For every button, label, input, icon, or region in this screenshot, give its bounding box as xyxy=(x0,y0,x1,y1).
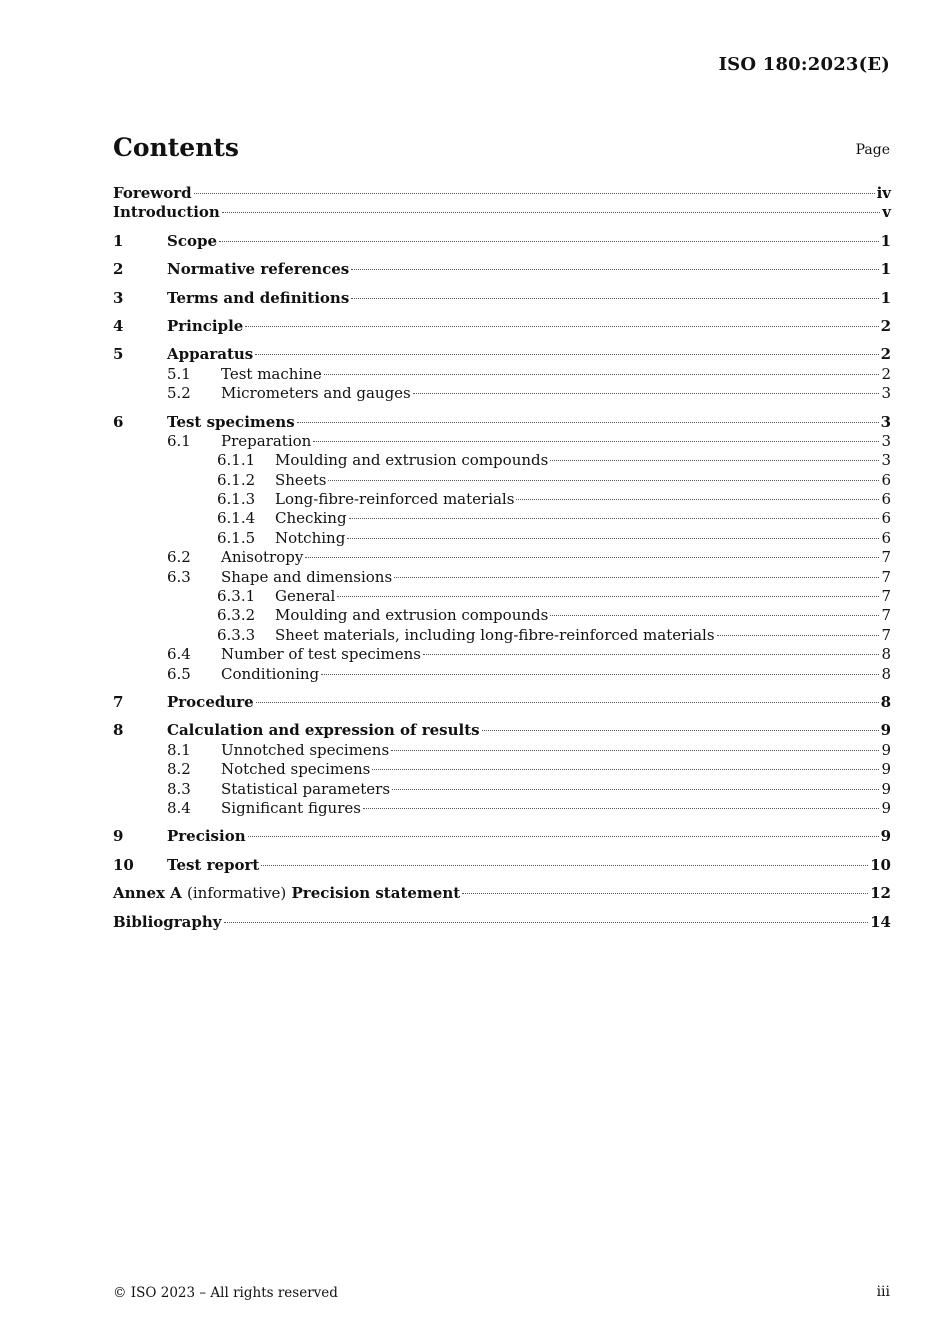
toc-entry-page: 10 xyxy=(870,855,891,874)
annex-type: (informative) xyxy=(187,884,287,903)
toc-entry[interactable] xyxy=(113,884,891,903)
toc-entry-number: 8 xyxy=(113,721,124,740)
toc-entry-page: 9 xyxy=(880,721,891,740)
toc-entry-page: 3 xyxy=(881,384,891,403)
toc-entry-page: 9 xyxy=(881,798,891,817)
toc-entry[interactable] xyxy=(113,490,891,509)
dot-leader xyxy=(717,635,880,636)
table-of-contents xyxy=(113,184,891,932)
toc-entry-label: Statistical parameters xyxy=(221,779,391,798)
toc-entry[interactable] xyxy=(113,384,891,403)
toc-entry-label: Notching xyxy=(275,528,346,547)
copyright-notice: © ISO 2023 – All rights reserved xyxy=(113,1285,338,1301)
dot-leader xyxy=(245,326,878,327)
toc-entry-page: 3 xyxy=(881,431,891,450)
toc-entry-label: Normative references xyxy=(167,260,350,279)
toc-entry-number: 6 xyxy=(113,412,124,431)
toc-entry-page: 9 xyxy=(881,740,891,759)
toc-entry-label: Sheet materials, including long-fibre-reinforced materials xyxy=(275,625,715,644)
dot-leader xyxy=(516,499,879,500)
toc-entry[interactable] xyxy=(113,626,891,645)
dot-leader xyxy=(351,269,878,270)
toc-entry-label: Long-fibre-reinforced materials xyxy=(275,490,515,509)
toc-entry-page: 12 xyxy=(870,884,891,903)
toc-entry-label: Checking xyxy=(275,509,347,528)
toc-entry-number: 4 xyxy=(113,316,124,335)
toc-entry[interactable] xyxy=(113,203,891,222)
toc-entry-number: 1 xyxy=(113,231,124,250)
toc-entry-page: 14 xyxy=(870,912,891,931)
dot-leader xyxy=(297,422,879,423)
toc-entry-number: 6.2 xyxy=(167,548,191,567)
toc-entry[interactable] xyxy=(113,471,891,490)
toc-entry-page: 6 xyxy=(881,509,891,528)
toc-entry-label: Unnotched specimens xyxy=(221,740,390,759)
toc-entry[interactable] xyxy=(113,856,891,875)
dot-leader xyxy=(394,577,879,578)
toc-entry-number: 6.1.2 xyxy=(217,470,256,489)
toc-entry-number: 6.1 xyxy=(167,431,191,450)
toc-entry-label: Procedure xyxy=(167,692,254,711)
toc-entry-page: 9 xyxy=(881,760,891,779)
dot-leader xyxy=(351,298,878,299)
dot-leader xyxy=(324,374,880,375)
toc-entry[interactable] xyxy=(113,645,891,664)
toc-entry-page: 7 xyxy=(881,548,891,567)
toc-entry[interactable] xyxy=(113,741,891,760)
toc-entry[interactable] xyxy=(113,432,891,451)
toc-entry[interactable] xyxy=(113,780,891,799)
toc-entry-page: 1 xyxy=(880,288,891,307)
toc-entry-label: Test report xyxy=(167,855,260,874)
toc-entry-number: 10 xyxy=(113,855,134,874)
toc-entry-page: 7 xyxy=(881,567,891,586)
toc-entry-page: 7 xyxy=(881,606,891,625)
toc-entry-number: 8.3 xyxy=(167,779,191,798)
toc-entry-number: 6.1.5 xyxy=(217,528,256,547)
toc-entry-label: Terms and definitions xyxy=(167,288,350,307)
toc-entry-page: v xyxy=(882,203,891,222)
toc-entry-label: Moulding and extrusion compounds xyxy=(275,451,549,470)
toc-entry-label: Principle xyxy=(167,316,244,335)
toc-entry[interactable] xyxy=(113,317,891,336)
dot-leader xyxy=(305,557,879,558)
dot-leader xyxy=(363,808,880,809)
toc-entry[interactable] xyxy=(113,413,891,432)
toc-entry-number: 2 xyxy=(113,260,124,279)
toc-entry[interactable] xyxy=(113,451,891,470)
toc-entry[interactable] xyxy=(113,509,891,528)
toc-entry-label: Precision xyxy=(167,827,246,846)
toc-entry-number: 3 xyxy=(113,288,124,307)
dot-leader xyxy=(194,193,875,194)
toc-entry[interactable] xyxy=(113,913,891,932)
toc-entry-number: 6.3.1 xyxy=(217,587,256,606)
dot-leader xyxy=(462,893,868,894)
toc-entry[interactable] xyxy=(113,799,891,818)
dot-leader xyxy=(337,596,879,597)
dot-leader xyxy=(349,518,880,519)
toc-entry[interactable] xyxy=(113,529,891,548)
toc-entry-page: 2 xyxy=(880,345,891,364)
toc-entry[interactable] xyxy=(113,665,891,684)
toc-entry[interactable] xyxy=(113,760,891,779)
toc-entry[interactable] xyxy=(113,184,891,203)
toc-entry-number: 8.4 xyxy=(167,798,191,817)
document-id: ISO 180:2023(E) xyxy=(718,54,890,75)
toc-entry-label xyxy=(113,884,460,903)
toc-entry[interactable] xyxy=(113,289,891,308)
toc-entry-number: 6.1.3 xyxy=(217,490,256,509)
toc-entry-label: Anisotropy xyxy=(221,548,304,567)
toc-entry-number: 5.1 xyxy=(167,364,191,383)
toc-entry[interactable] xyxy=(113,232,891,251)
dot-leader xyxy=(391,750,879,751)
toc-entry[interactable] xyxy=(113,548,891,567)
toc-entry-number: 6.4 xyxy=(167,645,191,664)
toc-entry-label: Test machine xyxy=(221,364,322,383)
toc-entry[interactable] xyxy=(113,345,891,364)
dot-leader xyxy=(256,702,879,703)
toc-entry-page: 7 xyxy=(881,587,891,606)
toc-entry[interactable] xyxy=(113,365,891,384)
toc-entry-page: 3 xyxy=(880,412,891,431)
toc-entry-label: Calculation and expression of results xyxy=(167,721,480,740)
toc-entry[interactable] xyxy=(113,606,891,625)
dot-leader xyxy=(222,212,880,213)
dot-leader xyxy=(321,674,879,675)
toc-entry-label: Scope xyxy=(167,231,218,250)
dot-leader xyxy=(255,354,878,355)
toc-entry-label: Preparation xyxy=(221,431,312,450)
toc-entry-label: Sheets xyxy=(275,470,327,489)
toc-entry-number: 6.3 xyxy=(167,567,191,586)
annex-title: Precision statement xyxy=(291,884,461,903)
toc-entry[interactable] xyxy=(113,587,891,606)
toc-entry-page: 6 xyxy=(881,528,891,547)
annex-designation: Annex A xyxy=(113,884,182,903)
toc-entry-label: Bibliography xyxy=(113,912,222,931)
toc-entry-label: Introduction xyxy=(113,203,220,222)
toc-entry-label: Test specimens xyxy=(167,412,295,431)
toc-entry-page: 2 xyxy=(881,364,891,383)
toc-entry-number: 7 xyxy=(113,692,124,711)
toc-entry-label: Shape and dimensions xyxy=(221,567,393,586)
dot-leader xyxy=(328,480,879,481)
toc-entry-page: 1 xyxy=(880,260,891,279)
dot-leader xyxy=(413,393,880,394)
toc-entry-page: 3 xyxy=(881,451,891,470)
dot-leader xyxy=(392,789,879,790)
dot-leader xyxy=(550,460,879,461)
toc-entry-page: 9 xyxy=(881,779,891,798)
toc-entry[interactable] xyxy=(113,260,891,279)
toc-entry-page: 8 xyxy=(880,692,891,711)
toc-entry-label: Notched specimens xyxy=(221,760,371,779)
toc-entry-label: Apparatus xyxy=(167,345,254,364)
dot-leader xyxy=(313,441,879,442)
page-column-label: Page xyxy=(855,142,890,158)
toc-entry-number: 5.2 xyxy=(167,384,191,403)
toc-entry-number: 8.1 xyxy=(167,740,191,759)
dot-leader xyxy=(482,730,879,731)
toc-entry-page: 7 xyxy=(881,625,891,644)
toc-entry-number: 9 xyxy=(113,827,124,846)
toc-entry-label: Moulding and extrusion compounds xyxy=(275,606,549,625)
dot-leader xyxy=(423,654,879,655)
toc-entry[interactable] xyxy=(113,568,891,587)
toc-entry-page: 1 xyxy=(880,231,891,250)
page-number: iii xyxy=(876,1284,890,1300)
toc-entry[interactable] xyxy=(113,827,891,846)
toc-entry-number: 5 xyxy=(113,345,124,364)
toc-entry-page: 6 xyxy=(881,470,891,489)
dot-leader xyxy=(372,769,879,770)
toc-entry-label: General xyxy=(275,587,336,606)
toc-entry-number: 6.3.3 xyxy=(217,625,256,644)
toc-entry-number: 6.3.2 xyxy=(217,606,256,625)
toc-entry-page: 9 xyxy=(880,827,891,846)
dot-leader xyxy=(550,615,879,616)
toc-entry-page: iv xyxy=(876,184,891,202)
dot-leader xyxy=(224,922,869,923)
toc-entry-page: 8 xyxy=(881,664,891,683)
toc-entry[interactable] xyxy=(113,693,891,712)
dot-leader xyxy=(219,241,879,242)
toc-entry-page: 6 xyxy=(881,490,891,509)
toc-entry-label: Micrometers and gauges xyxy=(221,384,411,403)
toc-entry-number: 8.2 xyxy=(167,760,191,779)
toc-entry-number: 6.1.4 xyxy=(217,509,256,528)
dot-leader xyxy=(248,836,879,837)
toc-entry-label: Significant figures xyxy=(221,798,361,817)
toc-entry-label: Number of test specimens xyxy=(221,645,422,664)
toc-entry-label: Conditioning xyxy=(221,664,320,683)
toc-entry[interactable] xyxy=(113,721,891,740)
toc-entry-number: 6.5 xyxy=(167,664,191,683)
contents-title: Contents xyxy=(113,133,240,162)
dot-leader xyxy=(261,865,868,866)
toc-entry-label: Foreword xyxy=(113,184,192,202)
toc-entry-number: 6.1.1 xyxy=(217,451,256,470)
toc-entry-page: 2 xyxy=(880,316,891,335)
toc-entry-page: 8 xyxy=(881,645,891,664)
dot-leader xyxy=(347,538,879,539)
